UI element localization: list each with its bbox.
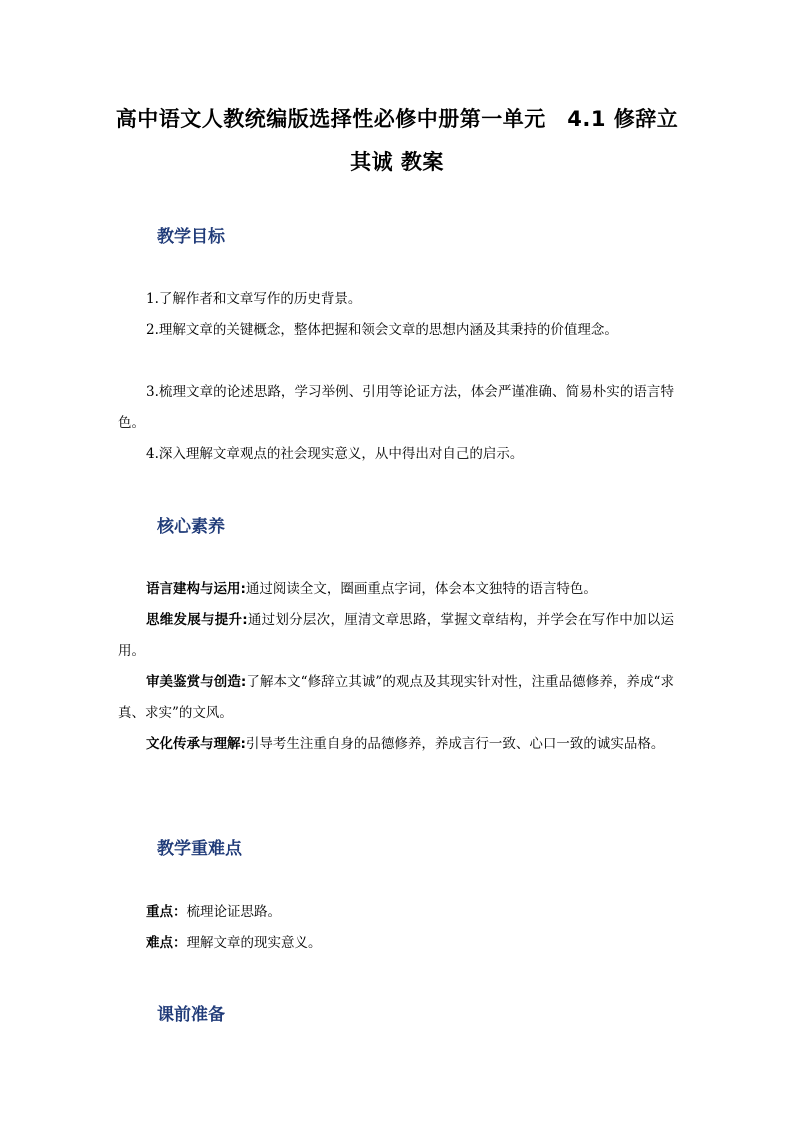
- literacy-item: [118, 574, 674, 605]
- literacy-text: 通过阅读全文，圈画重点字词，体会本文独特的语言特色。: [245, 581, 597, 597]
- objective-item: 2.理解文章的关键概念，整体把握和领会文章的思想内涵及其秉持的价值理念。: [146, 322, 618, 338]
- keypoint-item: [118, 897, 674, 928]
- section-heading-literacy: 核心素养: [157, 517, 225, 537]
- literacy-item: [118, 729, 674, 760]
- section-heading-keypoints: 教学重难点: [157, 839, 242, 859]
- literacy-text: 了解本文“修辞立其诚”的观点及其现实针对性，注重品德修养，养成“求真、求实”的文风。: [118, 674, 674, 721]
- literacy-item: [118, 667, 674, 729]
- keypoint-text: 梳理论证思路。: [186, 904, 281, 920]
- literacy-label: 语言建构与运用:: [146, 581, 246, 597]
- title-line-2: 其诚 教案: [350, 150, 444, 174]
- title-line-1: 高中语文人教统编版选择性必修中册第一单元 4.1 修辞立: [115, 107, 679, 131]
- keypoint-label: 重点：: [146, 904, 187, 920]
- literacy-label: 审美鉴赏与创造:: [146, 674, 247, 690]
- keypoint-item: [118, 928, 674, 959]
- section-heading-preparation: 课前准备: [157, 1005, 225, 1025]
- literacy-label: 文化传承与理解:: [146, 736, 246, 752]
- literacy-text: 通过划分层次，厘清文章思路，掌握文章结构，并学会在写作中加以运用。: [118, 612, 674, 659]
- objective-item: 1.了解作者和文章写作的历史背景。: [146, 291, 362, 307]
- literacy-item: [118, 605, 674, 667]
- literacy-text: 引导考生注重自身的品德修养，养成言行一致、心口一致的诚实品格。: [245, 736, 665, 752]
- objective-item: 4.深入理解文章观点的社会现实意义，从中得出对自己的启示。: [146, 446, 524, 462]
- document-title: [110, 98, 684, 184]
- literacy-label: 思维发展与提升:: [146, 612, 248, 628]
- keypoint-text: 理解文章的现实意义。: [186, 935, 322, 951]
- section-heading-objectives: 教学目标: [157, 227, 225, 247]
- objective-item: 3.梳理文章的论述思路，学习举例、引用等论证方法，体会严谨准确、简易朴实的语言特色。: [118, 384, 674, 431]
- keypoint-label: 难点：: [146, 935, 187, 951]
